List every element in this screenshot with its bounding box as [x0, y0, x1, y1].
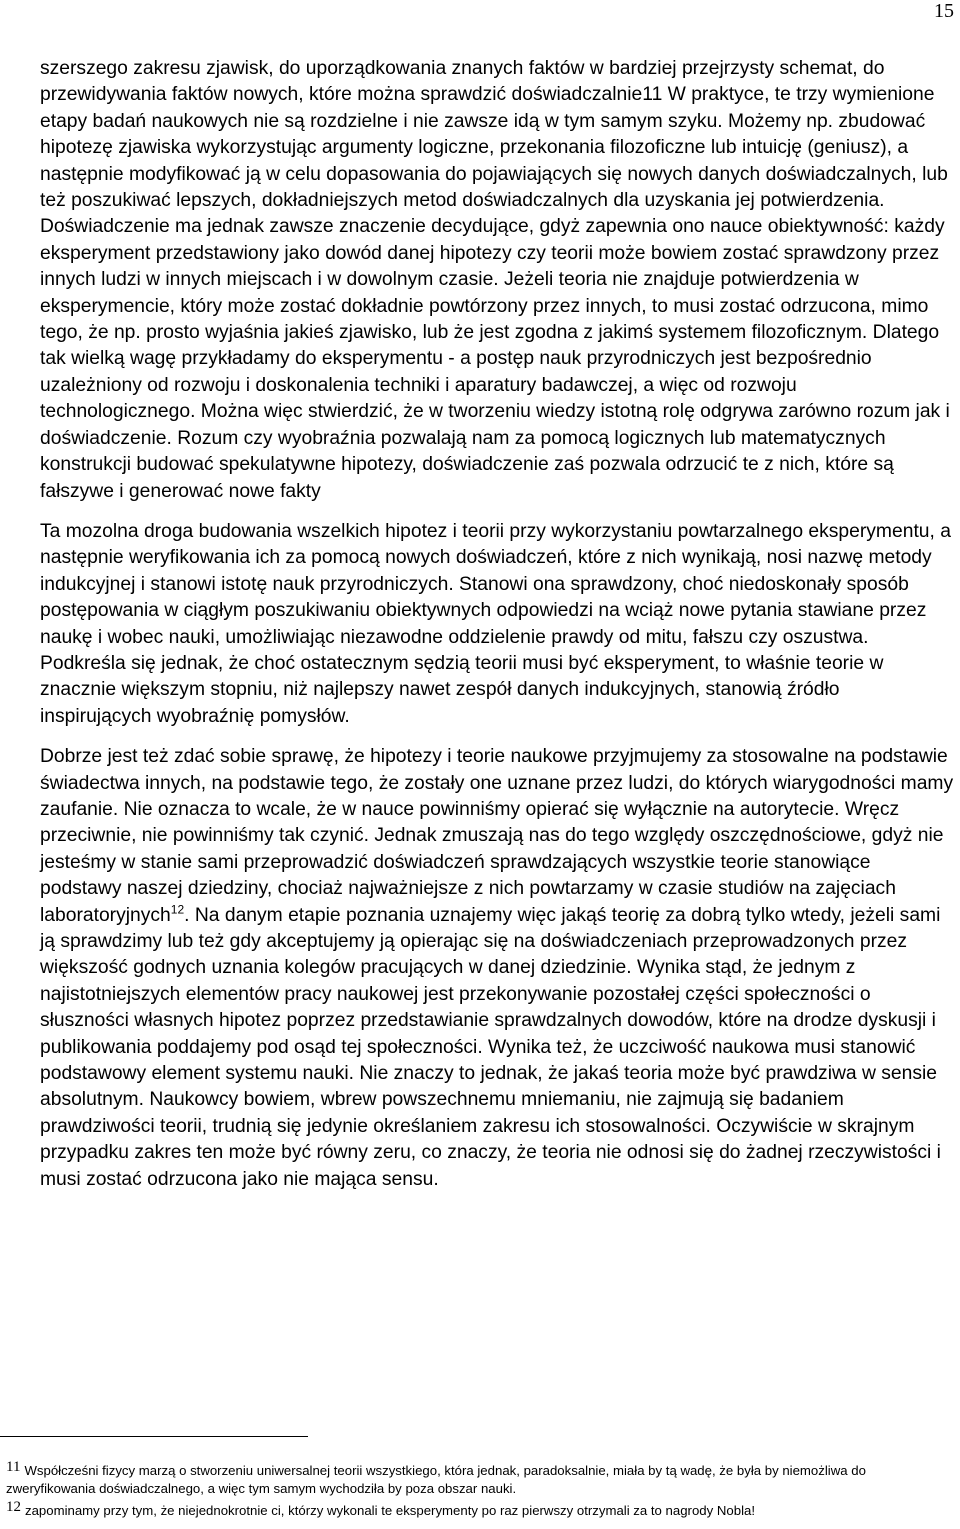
- footnote-11: [6, 1458, 956, 1498]
- paragraph-2: Ta mozolna droga budowania wszelkich hipotez i teorii przy wykorzystaniu powtarzalnego eksperymentu, a następnie weryfikowania ich za pomocą nowych doświadczeń, które z nich wynikają, nosi nazwę metody indukcyjnej i stanowi istotę nauk przyrodniczych. Stanowi ona sprawdzony, choć niedoskonały sposób postępowania w ciągłym poszukiwaniu obiektywnych odpowiedzi na wciąż nowe pytania stawiane przez naukę i wobec nauki, umożliwiając niezawodne oddzielenie prawdy od mitu, fałszu czy oszustwa. Podkreśla się jednak, że choć ostatecznym sędzią teorii musi być eksperyment, to właśnie teorie w znacznie większym stopniu, niż najlepszy nawet zespół danych indukcyjnych, stanowią źródło inspirujących wyobraźnię pomysłów.: [40, 520, 951, 727]
- footnote-separator: [0, 1436, 308, 1437]
- paragraph-3-text-after-ref: . Na danym etapie poznania uznajemy więc jakąś teorię za dobrą tylko wtedy, jeżeli sami ją sprawdzimy lub też gdy akceptujemy ją opierając się na doświadczeniach przeprowadzonych przez większość godnych uznania kolegów pracujących w danej dziedzinie. Wynika stąd, że jednym z najistotniejszych elementów pracy naukowej jest przekonywanie pozostałej części społeczności o słuszności własnych hipotez poprzez przedstawianie sprawdzalnych dowodów, które na drodze dyskusji i publikowania poddajemy pod osąd tej społeczności. Wynika też, że uczciwość naukowa musi stanowić podstawowy element systemu nauki. Nie znaczy to jednak, że jakaś teoria może być prawdziwa w sensie absolutnym. Naukowcy bowiem, wbrew powszechnemu mniemaniu, nie zajmują się badaniem prawdziwości teorii, trudnią się jedynie określaniem zakresu ich stosowalności. Oczywiście w skrajnym przypadku zakres ten może być równy zeru, co znaczy, że teoria nie odnosi się do żadnej rzeczywistości i musi zostać odrzucona jako nie mająca sensu.: [40, 904, 941, 1190]
- page-number: 15: [934, 0, 954, 22]
- footnote-ref-12[interactable]: 12: [170, 902, 185, 917]
- paragraph-3: [40, 744, 956, 1193]
- footnote-text-11: Współcześni fizycy marzą o stworzeniu uniwersalnej teorii wszystkiego, która jednak, paradoksalnie, miała by tą wadę, że była by niemożliwa do zweryfikowania doświadczalnego, a więc tym samym wychodziła by poza obszar nauki.: [6, 1463, 866, 1496]
- footnote-mark-12: 12: [6, 1499, 21, 1515]
- footnotes: [6, 1458, 956, 1520]
- footnote-mark-11: 11: [6, 1459, 21, 1475]
- paragraph-3-text-before-ref: Dobrze jest też zdać sobie sprawę, że hipotezy i teorie naukowe przyjmujemy za stosowalne na podstawie świadectwa innych, na podstawie tego, że zostały one uznane przez ludzi, do których wiarygodności mamy zaufanie. Nie oznacza to wcale, że w nauce powinniśmy opierać się wyłącznie na autorytecie. Wręcz przeciwnie, nie powinniśmy tak czynić. Jednak zmuszają nas do tego względy oszczędnościowe, gdyż nie jesteśmy w stanie sami przeprowadzić doświadczeń sprawdzających wszystkie teorie stanowiące podstawy naszej dziedziny, chociaż najważniejsze z nich powtarzamy w czasie studiów na zajęciach laboratoryjnych: [40, 746, 954, 926]
- paragraph-1: szerszego zakresu zjawisk, do uporządkowania znanych faktów w bardziej przejrzysty schemat, do przewidywania faktów nowych, które można sprawdzić doświadczalnie11 W praktyce, te trzy wymienione etapy badań naukowych nie są rozdzielne i nie zawsze idą w tym samym szyku. Możemy np. zbudować hipotezę zjawiska wykorzystując argumenty logiczne, przekonania filozoficzne lub intuicję (geniusz), a następnie modyfikować ją w celu dopasowania do pojawiających się nowych danych doświadczalnych, lub też poszukiwać lepszych, dokładniejszych metod doświadczalnych dla uzyskania jej potwierdzenia. Doświadczenie ma jednak zawsze znaczenie decydujące, gdyż zapewnia ono nauce obiektywność: każdy eksperyment przedstawiony jako dowód danej hipotezy czy teorii może bowiem zostać sprawdzony przez innych ludzi w innych miejscach i w dowolnym czasie. Jeżeli teoria nie znajduje potwierdzenia w eksperymencie, który może zostać dokładnie powtórzony przez innych, to musi zostać odrzucona, mimo tego, że np. prosto wyjaśnia jakieś zjawisko, lub że jest zgodna z jakimś systemem filozoficznym. Dlatego tak wielką wagę przykładamy do eksperymentu - a postęp nauk przyrodniczych jest bezpośrednio uzależniony od rozwoju i doskonalenia techniki i aparatury badawczej, a więc od rozwoju technologicznego. Można więc stwierdzić, że w tworzeniu wiedzy istotną rolę odgrywa zarówno rozum jak i doświadczenie. Rozum czy wyobraźnia pozwalają nam za pomocą logicznych lub matematycznych konstrukcji budować spekulatywne hipotezy, doświadczenie zaś pozwala odrzucić te z nich, które są fałszywe i generować nowe fakty: [40, 58, 950, 502]
- footnote-text-12: zapominamy przy tym, że niejednokrotnie ci, którzy wykonali te eksperymenty po raz pierwszy otrzymali za to nagrody Nobla!: [25, 1503, 756, 1518]
- footnote-12: [6, 1498, 956, 1520]
- body-text: [40, 56, 956, 1193]
